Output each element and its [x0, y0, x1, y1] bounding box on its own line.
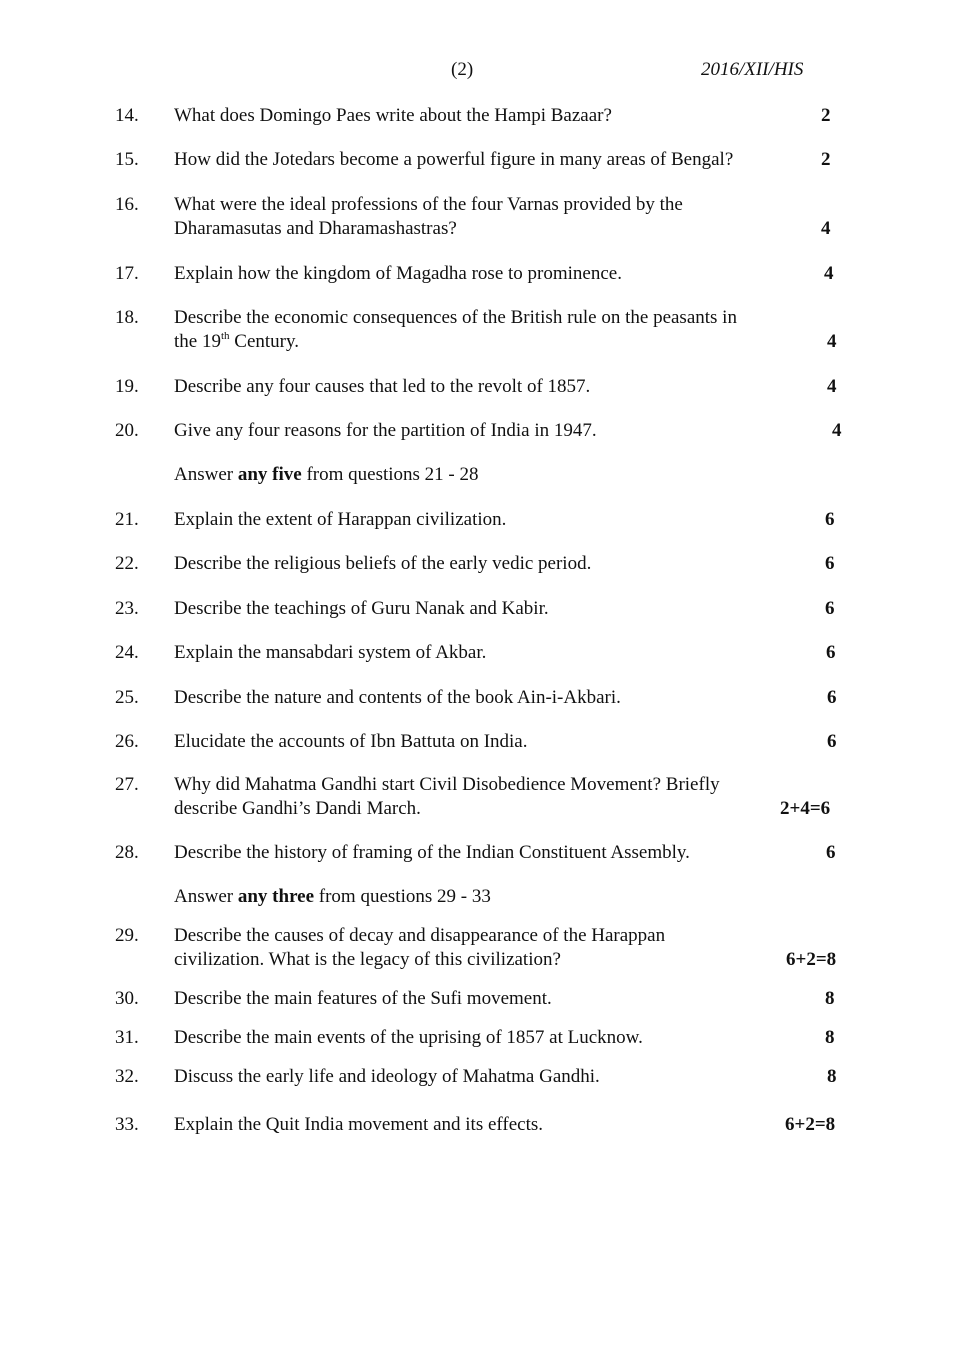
question-marks: 6 [825, 509, 835, 530]
question-text: Describe the nature and contents of the book Ain-i-Akbari. [174, 687, 621, 708]
question-number: 16. [115, 194, 139, 215]
question-marks: 6 [825, 553, 835, 574]
question-number: 29. [115, 925, 139, 946]
question-marks: 2 [821, 105, 831, 126]
question-text: Describe the main events of the uprising of 1857 at Lucknow. [174, 1027, 643, 1048]
question-text: Describe the main features of the Sufi movement. [174, 988, 552, 1009]
question-marks: 4 [827, 376, 837, 397]
question-marks: 6 [825, 598, 835, 619]
question-number: 26. [115, 731, 139, 752]
question-marks: 4 [821, 218, 831, 239]
question-number: 20. [115, 420, 139, 441]
question-number: 30. [115, 988, 139, 1009]
question-text: Elucidate the accounts of Ibn Battuta on India. [174, 731, 528, 752]
question-text: Discuss the early life and ideology of Mahatma Gandhi. [174, 1066, 600, 1087]
question-marks: 4 [824, 263, 834, 284]
question-number: 19. [115, 376, 139, 397]
question-text: Describe the religious beliefs of the early vedic period. [174, 553, 592, 574]
question-number: 31. [115, 1027, 139, 1048]
question-text: Explain the Quit India movement and its effects. [174, 1114, 543, 1135]
question-marks: 8 [825, 1027, 835, 1048]
question-number: 33. [115, 1114, 139, 1135]
question-number: 25. [115, 687, 139, 708]
question-number: 18. [115, 307, 139, 328]
question-text: Explain how the kingdom of Magadha rose to prominence. [174, 263, 622, 284]
question-marks: 6 [827, 731, 837, 752]
paper-code: 2016/XII/HIS [701, 59, 804, 80]
question-marks: 8 [825, 988, 835, 1009]
question-text: Explain the mansabdari system of Akbar. [174, 642, 487, 663]
question-text: Explain the extent of Harappan civilization. [174, 509, 507, 530]
question-number: 17. [115, 263, 139, 284]
question-text: What were the ideal professions of the four Varnas provided by the Dharamasutas and Dharamashastras? [174, 194, 683, 239]
question-number: 28. [115, 842, 139, 863]
question-marks: 4 [827, 331, 837, 352]
section-instruction: Answer any three from questions 29 - 33 [174, 886, 491, 907]
question-marks: 2+4=6 [780, 798, 831, 819]
question-marks: 4 [832, 420, 842, 441]
question-number: 21. [115, 509, 139, 530]
question-text: Describe the economic consequences of the British rule on the peasants in the 19th Century. [174, 307, 737, 352]
question-marks: 2 [821, 149, 831, 170]
question-marks: 6 [827, 687, 837, 708]
question-marks: 6+2=8 [785, 1114, 836, 1135]
question-number: 15. [115, 149, 139, 170]
page-number: (2) [451, 59, 474, 80]
question-text: Describe the history of framing of the Indian Constituent Assembly. [174, 842, 690, 863]
question-marks: 6+2=8 [786, 949, 837, 970]
question-text: Describe the causes of decay and disappearance of the Harappan civilization. What is the legacy of this civilization? [174, 925, 666, 970]
question-text: What does Domingo Paes write about the Hampi Bazaar? [174, 105, 612, 126]
question-text: Describe the teachings of Guru Nanak and Kabir. [174, 598, 549, 619]
question-text: How did the Jotedars become a powerful figure in many areas of Bengal? [174, 149, 734, 170]
question-number: 32. [115, 1066, 139, 1087]
question-number: 23. [115, 598, 139, 619]
question-marks: 6 [826, 642, 836, 663]
question-text: Why did Mahatma Gandhi start Civil Disobedience Movement? Briefly describe Gandhi’s Dandi March. [174, 774, 720, 819]
question-text: Give any four reasons for the partition of India in 1947. [174, 420, 597, 441]
section-instruction: Answer any five from questions 21 - 28 [174, 464, 479, 485]
question-text: Describe any four causes that led to the revolt of 1857. [174, 376, 591, 397]
question-number: 24. [115, 642, 139, 663]
question-marks: 6 [826, 842, 836, 863]
question-number: 27. [115, 774, 139, 795]
question-number: 14. [115, 105, 139, 126]
question-marks: 8 [827, 1066, 837, 1087]
question-number: 22. [115, 553, 139, 574]
